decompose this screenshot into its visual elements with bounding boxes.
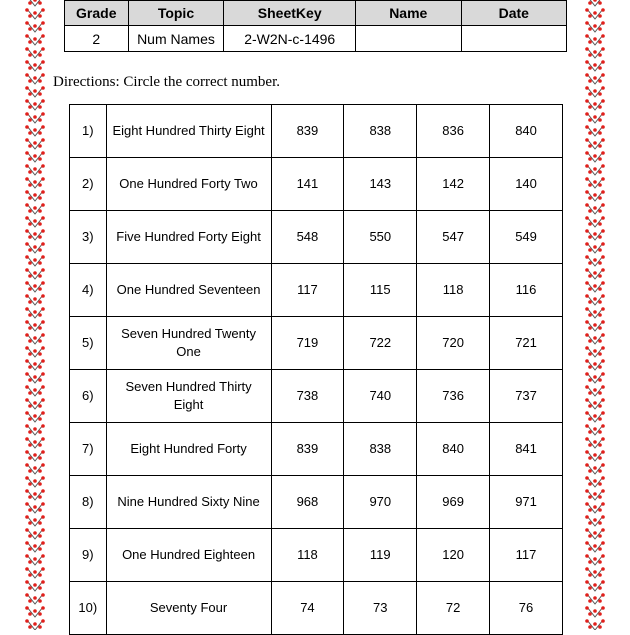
answer-option[interactable]: 548 [271, 211, 344, 264]
answer-option[interactable]: 839 [271, 105, 344, 158]
problem-number: 10) [70, 582, 107, 635]
answer-option[interactable]: 971 [490, 476, 563, 529]
date-field[interactable] [461, 26, 566, 52]
heart-motif-icon [25, 515, 45, 526]
heart-motif-icon [585, 385, 605, 396]
heart-motif-icon [25, 190, 45, 201]
answer-option[interactable]: 119 [344, 529, 417, 582]
heart-motif-icon [25, 138, 45, 149]
answer-option[interactable]: 720 [417, 317, 490, 370]
heart-motif-icon [585, 307, 605, 318]
heart-motif-icon [585, 346, 605, 357]
answer-option[interactable]: 841 [490, 423, 563, 476]
heart-motif-icon [25, 8, 45, 19]
heart-motif-icon [585, 619, 605, 630]
heart-motif-icon [25, 502, 45, 513]
heart-motif-icon [585, 112, 605, 123]
answer-option[interactable]: 76 [490, 582, 563, 635]
heart-motif-icon [25, 333, 45, 344]
heart-motif-icon [585, 372, 605, 383]
heart-motif-icon [25, 476, 45, 487]
answer-option[interactable]: 740 [344, 370, 417, 423]
heart-motif-icon [25, 268, 45, 279]
heart-motif-icon [585, 229, 605, 240]
heart-motif-icon [25, 60, 45, 71]
heart-motif-icon [585, 580, 605, 591]
answer-option[interactable]: 143 [344, 158, 417, 211]
heart-motif-icon [25, 554, 45, 565]
problem-number: 7) [70, 423, 107, 476]
heart-motif-icon [585, 489, 605, 500]
heart-motif-icon [25, 528, 45, 539]
problem-row [70, 370, 563, 423]
heart-motif-icon [25, 203, 45, 214]
heart-motif-icon [585, 359, 605, 370]
answer-option[interactable]: 547 [417, 211, 490, 264]
heart-motif-icon [585, 515, 605, 526]
heart-motif-icon [585, 294, 605, 305]
answer-option[interactable]: 840 [490, 105, 563, 158]
problem-row [70, 476, 563, 529]
header-date: Date [461, 1, 566, 26]
name-field[interactable] [355, 26, 461, 52]
problem-row [70, 582, 563, 635]
heart-motif-icon [585, 398, 605, 409]
heart-motif-icon [25, 450, 45, 461]
header-sheetkey: SheetKey [224, 1, 356, 26]
number-words: Seventy Four [106, 582, 271, 635]
answer-option[interactable]: 840 [417, 423, 490, 476]
heart-motif-icon [585, 21, 605, 32]
worksheet-header-table [64, 0, 567, 52]
answer-option[interactable]: 118 [271, 529, 344, 582]
heart-motif-icon [25, 567, 45, 578]
header-name: Name [355, 1, 461, 26]
heart-motif-icon [25, 0, 45, 6]
header-values-row [65, 26, 567, 52]
heart-motif-icon [25, 255, 45, 266]
heart-motif-icon [25, 372, 45, 383]
answer-option[interactable]: 549 [490, 211, 563, 264]
answer-option[interactable]: 722 [344, 317, 417, 370]
answer-option[interactable]: 116 [490, 264, 563, 317]
problem-row [70, 158, 563, 211]
heart-motif-icon [585, 463, 605, 474]
heart-motif-icon [585, 164, 605, 175]
heart-motif-icon [585, 320, 605, 331]
number-words: Seven Hundred Thirty Eight [106, 370, 271, 423]
heart-motif-icon [25, 619, 45, 630]
answer-option[interactable]: 737 [490, 370, 563, 423]
answer-option[interactable]: 73 [344, 582, 417, 635]
heart-motif-icon [585, 567, 605, 578]
problem-number: 5) [70, 317, 107, 370]
problem-row [70, 317, 563, 370]
problem-number: 4) [70, 264, 107, 317]
answer-option[interactable]: 839 [271, 423, 344, 476]
heart-motif-icon [25, 229, 45, 240]
heart-motif-icon [585, 242, 605, 253]
heart-motif-icon [25, 281, 45, 292]
answer-option[interactable]: 141 [271, 158, 344, 211]
heart-motif-icon [585, 99, 605, 110]
problems-table [69, 104, 563, 635]
problem-row [70, 211, 563, 264]
problem-row [70, 423, 563, 476]
heart-motif-icon [585, 450, 605, 461]
answer-option[interactable]: 719 [271, 317, 344, 370]
answer-option[interactable]: 736 [417, 370, 490, 423]
answer-option[interactable]: 968 [271, 476, 344, 529]
heart-motif-icon [25, 86, 45, 97]
heart-motif-icon [585, 34, 605, 45]
heart-motif-icon [585, 190, 605, 201]
answer-option[interactable]: 838 [344, 105, 417, 158]
heart-motif-icon [25, 177, 45, 188]
header-row [65, 1, 567, 26]
answer-option[interactable]: 72 [417, 582, 490, 635]
heart-motif-icon [585, 333, 605, 344]
heart-motif-icon [25, 307, 45, 318]
directions-text: Directions: Circle the correct number. [53, 74, 280, 90]
problem-number: 8) [70, 476, 107, 529]
number-words: Nine Hundred Sixty Nine [106, 476, 271, 529]
heart-motif-icon [585, 541, 605, 552]
decorative-heart-border-left [24, 0, 46, 630]
grade-value: 2 [65, 26, 129, 52]
heart-motif-icon [25, 359, 45, 370]
heart-motif-icon [585, 47, 605, 58]
answer-option[interactable]: 970 [344, 476, 417, 529]
heart-motif-icon [585, 8, 605, 19]
heart-motif-icon [25, 385, 45, 396]
problem-number: 9) [70, 529, 107, 582]
heart-motif-icon [25, 151, 45, 162]
number-words: One Hundred Seventeen [106, 264, 271, 317]
heart-motif-icon [25, 463, 45, 474]
heart-motif-icon [25, 606, 45, 617]
problem-row [70, 529, 563, 582]
answer-option[interactable]: 117 [271, 264, 344, 317]
heart-motif-icon [585, 151, 605, 162]
answer-option[interactable]: 115 [344, 264, 417, 317]
answer-option[interactable]: 550 [344, 211, 417, 264]
heart-motif-icon [585, 476, 605, 487]
header-grade: Grade [65, 1, 129, 26]
heart-motif-icon [25, 21, 45, 32]
heart-motif-icon [585, 216, 605, 227]
heart-motif-icon [25, 346, 45, 357]
heart-motif-icon [25, 593, 45, 604]
answer-option[interactable]: 142 [417, 158, 490, 211]
number-words: One Hundred Forty Two [106, 158, 271, 211]
heart-motif-icon [25, 125, 45, 136]
problem-number: 3) [70, 211, 107, 264]
heart-motif-icon [25, 112, 45, 123]
heart-motif-icon [25, 437, 45, 448]
heart-motif-icon [585, 60, 605, 71]
number-words: Eight Hundred Forty [106, 423, 271, 476]
heart-motif-icon [25, 398, 45, 409]
heart-motif-icon [585, 593, 605, 604]
heart-motif-icon [25, 73, 45, 84]
problem-row [70, 264, 563, 317]
heart-motif-icon [585, 411, 605, 422]
answer-option[interactable]: 838 [344, 423, 417, 476]
heart-motif-icon [25, 34, 45, 45]
heart-motif-icon [585, 528, 605, 539]
heart-motif-icon [585, 73, 605, 84]
heart-motif-icon [585, 203, 605, 214]
number-words: Five Hundred Forty Eight [106, 211, 271, 264]
sheetkey-value: 2-W2N-c-1496 [224, 26, 356, 52]
answer-option[interactable]: 969 [417, 476, 490, 529]
heart-motif-icon [585, 606, 605, 617]
heart-motif-icon [585, 0, 605, 6]
number-words: Eight Hundred Thirty Eight [106, 105, 271, 158]
answer-option[interactable]: 721 [490, 317, 563, 370]
heart-motif-icon [585, 502, 605, 513]
heart-motif-icon [25, 541, 45, 552]
heart-motif-icon [585, 255, 605, 266]
decorative-heart-border-right [584, 0, 606, 630]
problem-number: 2) [70, 158, 107, 211]
heart-motif-icon [25, 294, 45, 305]
heart-motif-icon [25, 424, 45, 435]
problem-number: 6) [70, 370, 107, 423]
answer-option[interactable]: 117 [490, 529, 563, 582]
heart-motif-icon [585, 86, 605, 97]
answer-option[interactable]: 140 [490, 158, 563, 211]
answer-option[interactable]: 118 [417, 264, 490, 317]
problem-number: 1) [70, 105, 107, 158]
heart-motif-icon [585, 554, 605, 565]
answer-option[interactable]: 836 [417, 105, 490, 158]
number-words: Seven Hundred Twenty One [106, 317, 271, 370]
heart-motif-icon [25, 580, 45, 591]
heart-motif-icon [25, 47, 45, 58]
heart-motif-icon [25, 216, 45, 227]
heart-motif-icon [25, 411, 45, 422]
heart-motif-icon [585, 138, 605, 149]
answer-option[interactable]: 74 [271, 582, 344, 635]
heart-motif-icon [25, 320, 45, 331]
heart-motif-icon [25, 164, 45, 175]
heart-motif-icon [25, 489, 45, 500]
heart-motif-icon [25, 242, 45, 253]
heart-motif-icon [585, 268, 605, 279]
heart-motif-icon [585, 281, 605, 292]
header-topic: Topic [128, 1, 224, 26]
number-words: One Hundred Eighteen [106, 529, 271, 582]
heart-motif-icon [585, 125, 605, 136]
heart-motif-icon [585, 424, 605, 435]
answer-option[interactable]: 738 [271, 370, 344, 423]
problem-row [70, 105, 563, 158]
answer-option[interactable]: 120 [417, 529, 490, 582]
heart-motif-icon [25, 99, 45, 110]
topic-value: Num Names [128, 26, 224, 52]
heart-motif-icon [585, 437, 605, 448]
heart-motif-icon [585, 177, 605, 188]
